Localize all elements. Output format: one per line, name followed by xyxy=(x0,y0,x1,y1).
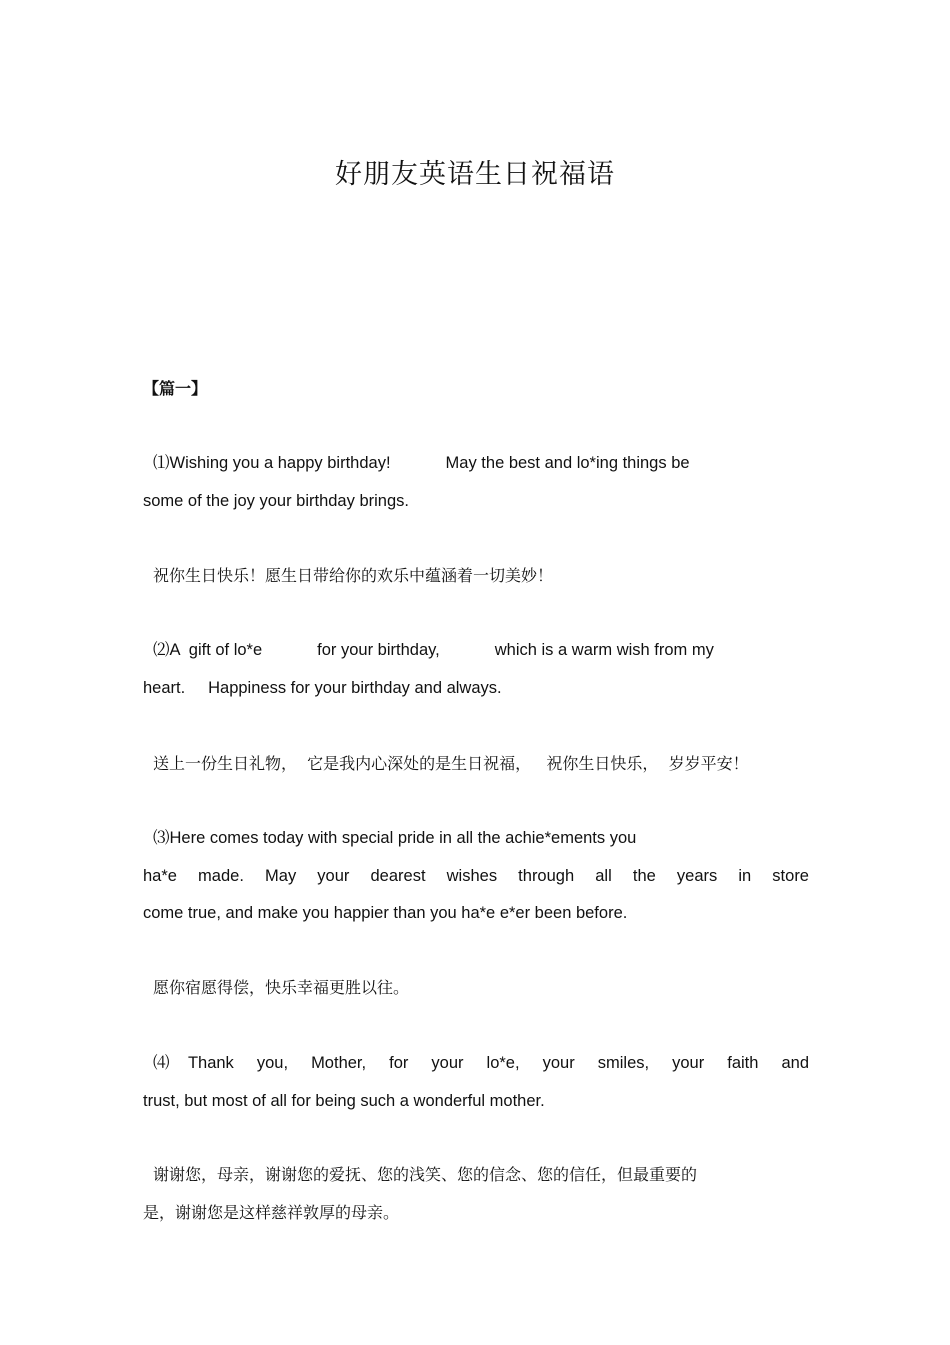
text-line: heart. Happiness for your birthday and always. xyxy=(143,678,502,697)
text-line: 谢谢您，母亲，谢谢您的爱抚、您的浅笑、您的信念、您的信任，但最重要的 xyxy=(153,1165,698,1184)
text-line: ⑴Wishing you a happy birthday! May the best and lo*ing things be xyxy=(153,454,690,472)
text-line: ha*e made. May your dearest wishes through all the years in store xyxy=(143,866,809,885)
page-title: 好朋友英语生日祝福语 xyxy=(335,159,615,190)
text-line: ⑵A gift of lo*e for your birthday, which is a warm wish from my xyxy=(153,641,714,659)
text-line: come true, and make you happier than you ha*e e*er been before. xyxy=(143,904,628,922)
paragraph-zh-1: 祝你生日快乐！愿生日带给你的欢乐中蕴涵着一切美妙！ xyxy=(153,566,554,585)
paragraph-zh-3: 愿你宿愿得偿，快乐幸福更胜以往。 xyxy=(153,978,410,997)
paragraph-zh-4 xyxy=(143,1156,809,1231)
text-line: some of the joy your birthday brings. xyxy=(143,491,409,510)
text-line: 是，谢谢您是这样慈祥敦厚的母亲。 xyxy=(143,1202,400,1222)
paragraph-en-2 xyxy=(143,632,809,707)
paragraph-zh-2: 送上一份生日礼物， 它是我内心深处的是生日祝福， 祝你生日快乐， 岁岁平安！ xyxy=(153,754,749,773)
text-line: trust, but most of all for being such a wonderful mother. xyxy=(143,1091,545,1110)
paragraph-en-1 xyxy=(143,445,809,520)
section-label: 【篇一】 xyxy=(143,379,208,398)
text-line: ⑷Thank you, Mother, for your lo*e, your smiles, your faith and xyxy=(153,1054,809,1072)
text-line: ⑶Here comes today with special pride in all the achie*ements you xyxy=(153,829,637,847)
paragraph-en-4 xyxy=(143,1045,809,1120)
paragraph-en-3 xyxy=(143,820,809,933)
